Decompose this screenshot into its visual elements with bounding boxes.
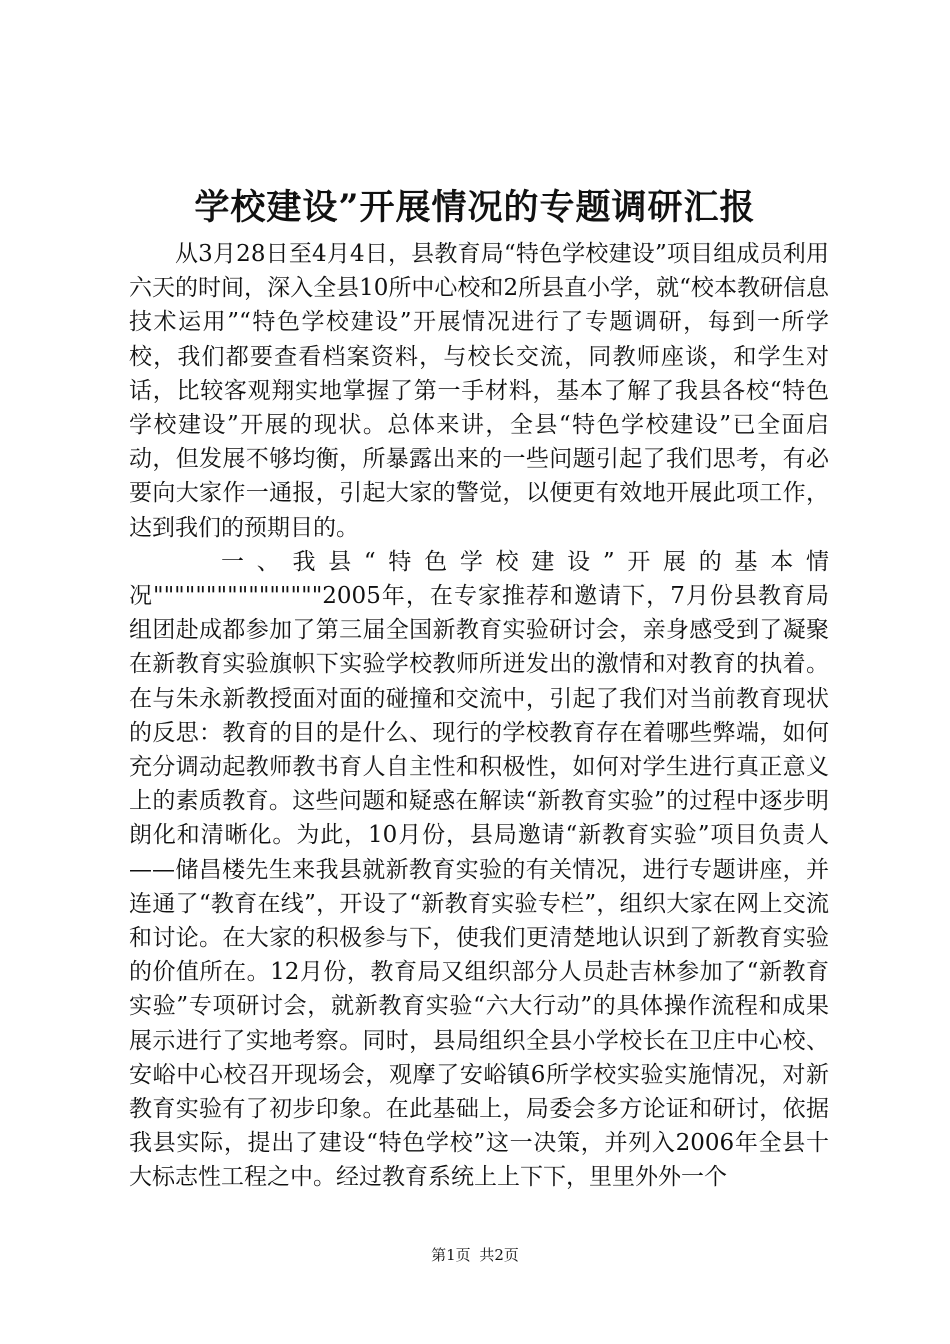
document-title: 学校建设”开展情况的专题调研汇报	[194, 187, 756, 228]
page-total: 共2页	[479, 1246, 519, 1264]
body-paragraph-2: 一、我县“特色学校建设”开展的基本情况""""""""""""""""2005年，在专家推荐和邀请下，7月份县教育局组团赴成都参加了第三届全国新教育实验研讨会，亲身感受到了凝聚在新教育实验旗帜下实验学校教师所迸发出的激情和对教育的执着。在与朱永新教授面对面的碰撞和交流中，引起了我们对当前教育现状的反思：教育的目的是什么、现行的学校教育存在着哪些弊端，如何充分调动起教师教书育人自主性和积极性，如何对学生进行真正意义上的素质教育。这些问题和疑惑在解读“新教育实验”的过程中逐步明朗化和清晰化。为此，10月份，县局邀请“新教育实验”项目负责人——储昌楼先生来我县就新教育实验的有关情况，进行专题讲座，并连通了“教育在线”，开设了“新教育实验专栏”，组织大家在网上交流和讨论。在大家的积极参与下，使我们更清楚地认识到了新教育实验的价值所在。12月份，教育局又组织部分人员赴吉林参加了“新教育实验”专项研讨会，就新教育实验“六大行动”的具体操作流程和成果展示进行了实地考察。同时，县局组织全县小学校长在卫庄中心校、安峪中心校召开现场会，观摩了安峪镇6所学校实验实施情况，对新教育实验有了初步印象。在此基础上，局委会多方论证和研讨，依据我县实际，提出了建设“特色学校”这一决策，并列入2006年全县十大标志性工程之中。经过教育系统上上下下，里里外外一个	[129, 548, 829, 1191]
page-footer	[0, 1245, 950, 1265]
page-number: 第1页	[431, 1246, 471, 1264]
document-body	[129, 237, 829, 1195]
body-paragraph-1: 从3月28日至4月4日，县教育局“特色学校建设”项目组成员利用六天的时间，深入全县10所中心校和2所县直小学，就“校本教研信息技术运用”“特色学校建设”开展情况进行了专题调研，每到一所学校，我们都要查看档案资料，与校长交流，同教师座谈，和学生对话，比较客观翔实地掌握了第一手材料，基本了解了我县各校“特色学校建设”开展的现状。总体来讲，全县“特色学校建设”已全面启动，但发展不够均衡，所暴露出来的一些问题引起了我们思考，有必要向大家作一通报，引起大家的警觉，以便更有效地开展此项工作，达到我们的预期目的。	[129, 241, 829, 541]
